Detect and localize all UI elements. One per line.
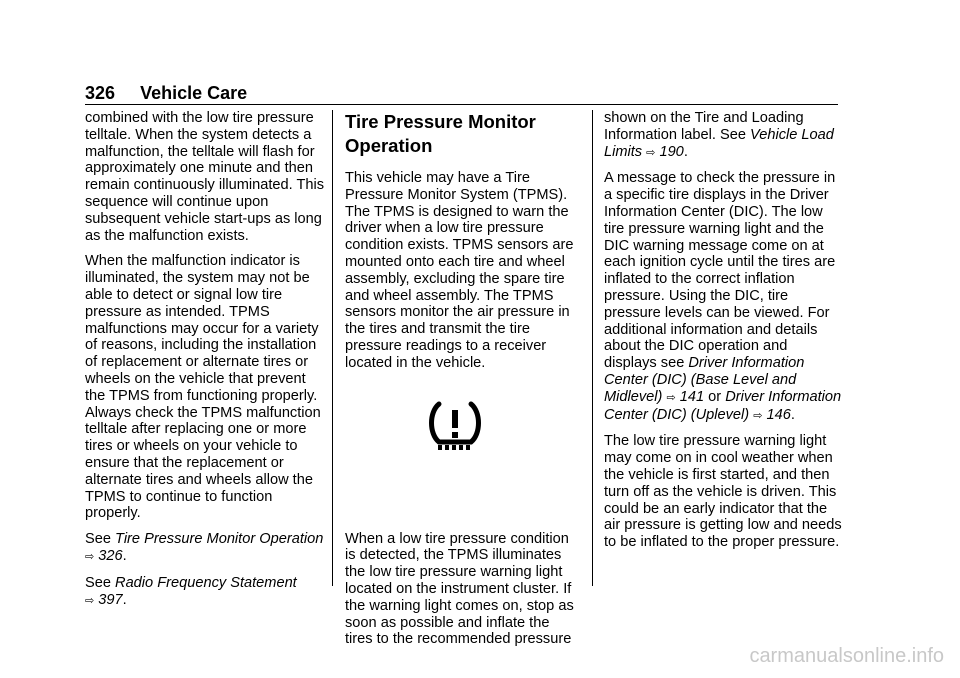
xref-page[interactable]: 397	[98, 591, 123, 608]
paragraph: combined with the low tire pressure telltale. When the system detects a malfunction, the telltale will flash for approximately one minute and then remain continuously illuminated. This sequence will continue upon subsequent vehicle start-ups as long as the malfunction exists.	[85, 110, 325, 244]
column-divider-2	[592, 110, 593, 586]
column-1	[85, 110, 325, 618]
paragraph: This vehicle may have a Tire Pressure Monitor System (TPMS). The TPMS is designed to warn the driver when a low tire pressure condition exists. TPMS sensors are mounted onto each tire and wheel assembly, excluding the spare tire and wheel assembly. The TPMS sensors monitor the air pressure in the tires and transmit the tire pressure readings to a receiver located in the vehicle.	[345, 170, 574, 371]
xref-link[interactable]: Tire Pressure Monitor Operation	[115, 531, 324, 548]
page-arrow-icon: ⇨	[646, 146, 656, 159]
watermark: carmanualsonline.info	[749, 645, 944, 667]
paragraph: When a low tire pressure condition is detected, the TPMS illuminates the low tire pressure warning light located on the instrument cluster. If the warning light comes on, stop as soon as possible and inflate the tires to the recommended pressure	[345, 530, 574, 648]
page-arrow-icon: ⇨	[666, 391, 676, 404]
paragraph: A message to check the pressure in a specific tire displays in the Driver Information Center (DIC). The low tire pressure warning light and the DIC warning message come on at each ignition cycle until the tires are inflated to the correct inflation pressure. Using the DIC, tire pressure levels can be viewed. For additional information and details about the DIC operation and displays see Driver Information Center (DIC) (Base Level and Midlevel) ⇨ 141 or Driver Information Center (DIC) (Uplevel) ⇨ 146.	[604, 170, 842, 423]
paragraph: When the malfunction indicator is illuminated, the system may not be able to detect or signal low tire pressure as intended. TPMS malfunctions may occur for a variety of reasons, including the installation of replacement or alternate tires or wheels on the vehicle that prevent the TPMS from functioning properly. Always check the TPMS malfunction telltale after replacing one or more tires or wheels on your vehicle to ensure that the replacement or alternate tires and wheels allow the TPMS to continue to function properly.	[85, 253, 321, 522]
xref-link[interactable]: Vehicle Load Limits	[604, 126, 834, 160]
cross-reference: See Tire Pressure Monitor Operation ⇨ 326.	[85, 531, 324, 564]
column-divider-1	[332, 110, 333, 586]
column-3	[604, 110, 842, 560]
xref-page[interactable]: 141	[679, 388, 705, 405]
page-arrow-icon: ⇨	[753, 409, 763, 422]
xref-link[interactable]: Driver Information Center (DIC) (Uplevel)	[604, 388, 842, 423]
section-title: Vehicle Care	[140, 83, 248, 103]
page-arrow-icon: ⇨	[85, 594, 95, 607]
xref-link[interactable]: Radio Frequency Statement	[115, 574, 297, 591]
section-heading: Tire Pressure Monitor Operation	[345, 111, 536, 156]
xref-page[interactable]: 146	[766, 406, 791, 423]
page-header	[85, 83, 247, 104]
xref-link[interactable]: Driver Information Center (DIC) (Base Level and Midlevel)	[604, 355, 805, 405]
page-arrow-icon: ⇨	[85, 550, 95, 563]
xref-page[interactable]: 190	[659, 143, 684, 160]
paragraph: The low tire pressure warning light may come on in cool weather when the vehicle is first started, and then turn off as the vehicle is driven. This could be an early indicator that the air pressure is getting low and needs to be inflated to the proper pressure.	[604, 433, 842, 551]
page-number: 326	[85, 83, 116, 103]
column-2	[345, 110, 580, 657]
paragraph: shown on the Tire and Loading Information label. See Vehicle Load Limits ⇨ 190.	[604, 110, 834, 160]
header-rule	[85, 104, 838, 105]
xref-page[interactable]: 326	[98, 547, 123, 564]
tire-pressure-warning-icon	[345, 400, 580, 495]
cross-reference: See Radio Frequency Statement ⇨ 397.	[85, 574, 297, 608]
